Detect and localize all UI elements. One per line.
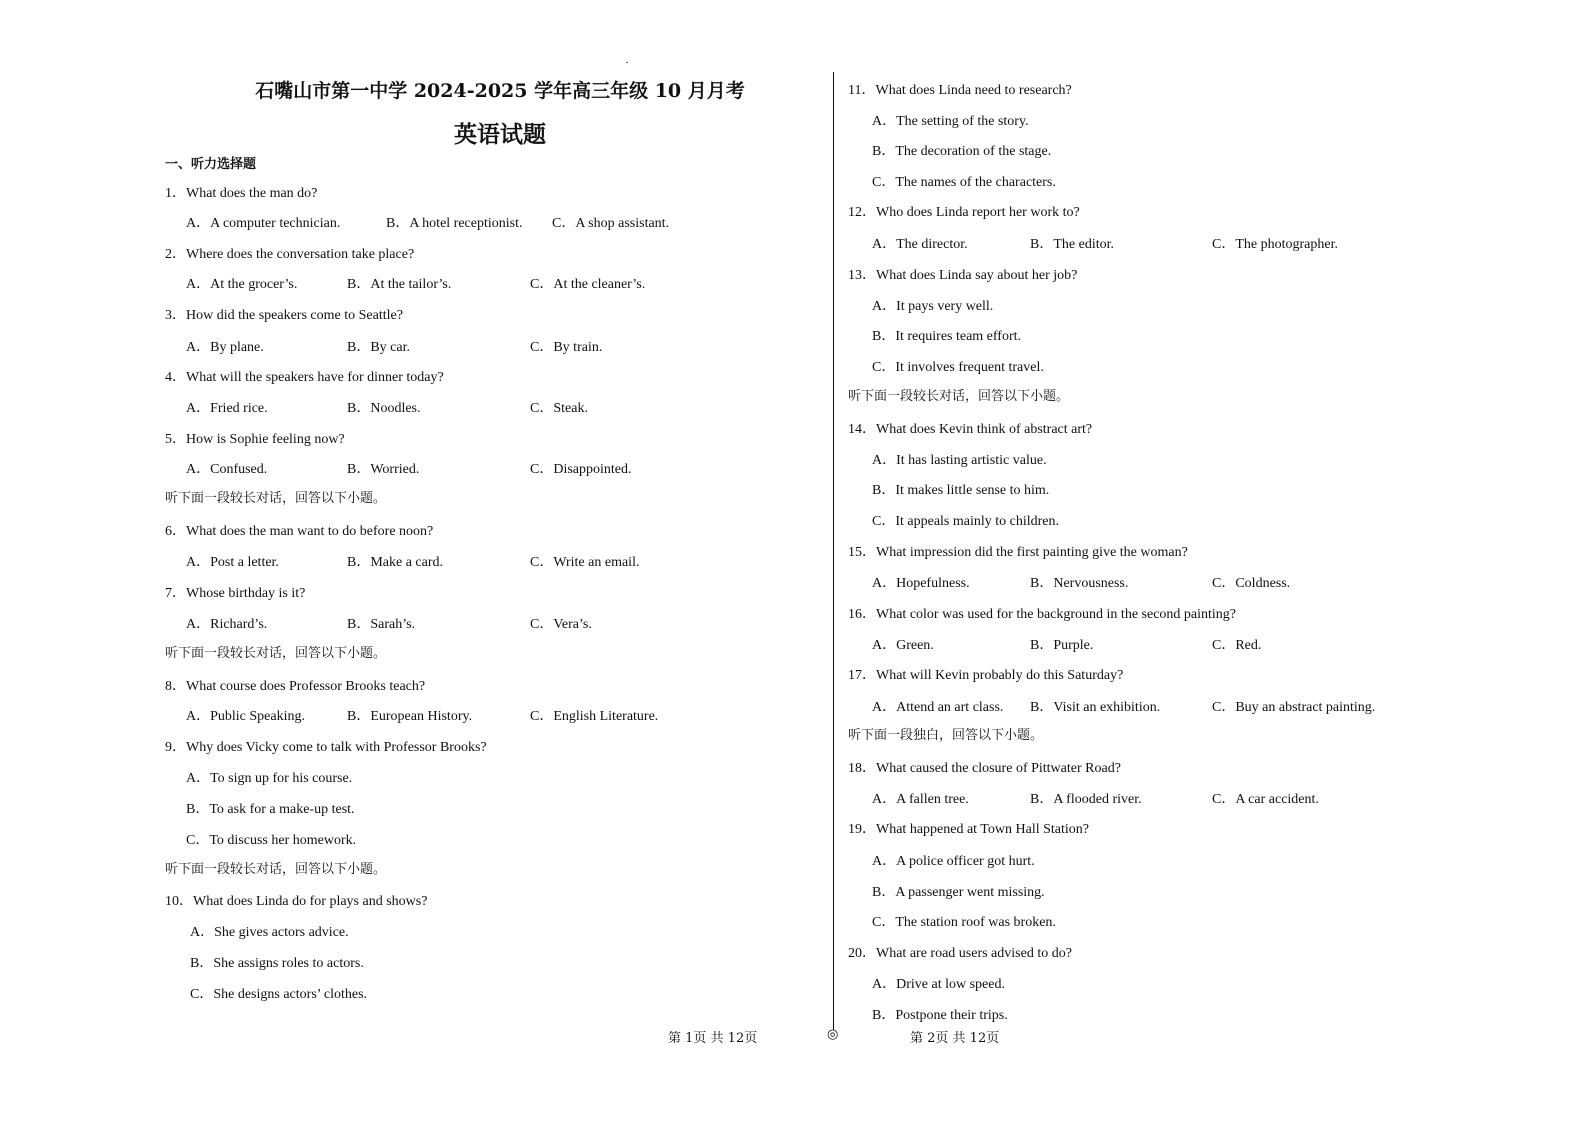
question-11: 11．What does Linda need to research? — [848, 83, 1072, 98]
q4-option-b: B．Noodles. — [347, 401, 421, 416]
question-5: 5．How is Sophie feeling now? — [165, 432, 345, 447]
q14-option-c: C．It appeals mainly to children. — [872, 514, 1060, 529]
q8-option-a: A．Public Speaking. — [186, 709, 305, 724]
question-14: 14．What does Kevin think of abstract art? — [848, 422, 1093, 437]
q6-option-c: C．Write an email. — [530, 555, 640, 570]
question-9: 9．Why does Vicky come to talk with Professor Brooks? — [165, 740, 487, 755]
question-16: 16．What color was used for the background in the second painting? — [848, 607, 1237, 622]
q19-option-c: C．The station roof was broken. — [872, 915, 1056, 930]
column-divider — [833, 72, 834, 1030]
q7-option-c: C．Vera’s. — [530, 617, 592, 632]
question-17: 17．What will Kevin probably do this Saturday? — [848, 668, 1124, 683]
q9-option-a: A．To sign up for his course. — [186, 771, 353, 786]
q6-option-b: B．Make a card. — [347, 555, 444, 570]
q20-option-b: B．Postpone their trips. — [872, 1008, 1008, 1023]
q3-option-b: B．By car. — [347, 340, 410, 355]
exam-subtitle: 英语试题 — [454, 121, 546, 148]
question-8: 8．What course does Professor Brooks teach? — [165, 679, 426, 694]
scan-mark — [626, 62, 628, 63]
q15-option-a: A．Hopefulness. — [872, 576, 970, 591]
question-13: 13．What does Linda say about her job? — [848, 268, 1078, 283]
question-18: 18．What caused the closure of Pittwater Road? — [848, 761, 1121, 776]
q1-option-c: C．A shop assistant. — [552, 216, 670, 231]
q13-option-b: B．It requires team effort. — [872, 329, 1022, 344]
q16-option-c: C．Red. — [1212, 638, 1262, 653]
question-2: 2．Where does the conversation take place? — [165, 247, 415, 262]
q12-option-a: A．The director. — [872, 237, 968, 252]
q6-option-a: A．Post a letter. — [186, 555, 279, 570]
question-15: 15．What impression did the first painting give the woman? — [848, 545, 1188, 560]
instruction-long-dialogue: 听下面一段较长对话，回答以下小题。 — [165, 862, 387, 877]
q9-option-b: B．To ask for a make-up test. — [186, 802, 355, 817]
q17-option-c: C．Buy an abstract painting. — [1212, 700, 1376, 715]
question-7: 7．Whose birthday is it? — [165, 586, 306, 601]
q14-option-b: B．It makes little sense to him. — [872, 483, 1050, 498]
instruction-long-dialogue: 听下面一段较长对话，回答以下小题。 — [165, 646, 387, 661]
q4-option-a: A．Fried rice. — [186, 401, 268, 416]
q18-option-a: A．A fallen tree. — [872, 792, 969, 807]
exam-title: 石嘴山市第一中学 2024-2025 学年高三年级 10 月月考 — [255, 80, 745, 102]
instruction-long-dialogue: 听下面一段较长对话，回答以下小题。 — [165, 491, 387, 506]
page-number-left: 第 1页 共 12页 — [668, 1031, 758, 1046]
q13-option-c: C．It involves frequent travel. — [872, 360, 1044, 375]
q10-option-a: A．She gives actors advice. — [190, 925, 349, 940]
q18-option-c: C．A car accident. — [1212, 792, 1319, 807]
question-3: 3．How did the speakers come to Seattle? — [165, 308, 403, 323]
q4-option-c: C．Steak. — [530, 401, 588, 416]
q2-option-c: C．At the cleaner’s. — [530, 277, 646, 292]
q5-option-a: A．Confused. — [186, 462, 268, 477]
q12-option-c: C．The photographer. — [1212, 237, 1338, 252]
q14-option-a: A．It has lasting artistic value. — [872, 453, 1047, 468]
q11-option-a: A．The setting of the story. — [872, 114, 1029, 129]
q12-option-b: B．The editor. — [1030, 237, 1114, 252]
q15-option-c: C．Coldness. — [1212, 576, 1291, 591]
question-1: 1．What does the man do? — [165, 186, 318, 201]
q17-option-b: B．Visit an exhibition. — [1030, 700, 1161, 715]
question-10: 10．What does Linda do for plays and shows? — [165, 894, 428, 909]
q2-option-a: A．At the grocer’s. — [186, 277, 298, 292]
binding-mark: ◎ — [827, 1027, 839, 1042]
q7-option-b: B．Sarah’s. — [347, 617, 416, 632]
q1-option-b: B．A hotel receptionist. — [386, 216, 523, 231]
q15-option-b: B．Nervousness. — [1030, 576, 1129, 591]
q17-option-a: A．Attend an art class. — [872, 700, 1004, 715]
page-number-right: 第 2页 共 12页 — [910, 1031, 1000, 1046]
instruction-long-dialogue: 听下面一段较长对话，回答以下小题。 — [848, 389, 1070, 404]
q8-option-c: C．English Literature. — [530, 709, 659, 724]
question-6: 6．What does the man want to do before noon? — [165, 524, 434, 539]
question-12: 12．Who does Linda report her work to? — [848, 205, 1080, 220]
question-20: 20．What are road users advised to do? — [848, 946, 1072, 961]
q2-option-b: B．At the tailor’s. — [347, 277, 452, 292]
question-19: 19．What happened at Town Hall Station? — [848, 822, 1089, 837]
q10-option-b: B．She assigns roles to actors. — [190, 956, 364, 971]
q7-option-a: A．Richard’s. — [186, 617, 268, 632]
q5-option-b: B．Worried. — [347, 462, 420, 477]
question-4: 4．What will the speakers have for dinner today? — [165, 370, 444, 385]
q19-option-a: A．A police officer got hurt. — [872, 854, 1035, 869]
q8-option-b: B．European History. — [347, 709, 473, 724]
instruction-monologue: 听下面一段独白，回答以下小题。 — [848, 728, 1044, 743]
q20-option-a: A．Drive at low speed. — [872, 977, 1005, 992]
q16-option-b: B．Purple. — [1030, 638, 1094, 653]
q13-option-a: A．It pays very well. — [872, 299, 994, 314]
q9-option-c: C．To discuss her homework. — [186, 833, 357, 848]
q3-option-a: A．By plane. — [186, 340, 264, 355]
q16-option-a: A．Green. — [872, 638, 934, 653]
q11-option-b: B．The decoration of the stage. — [872, 144, 1052, 159]
q5-option-c: C．Disappointed. — [530, 462, 632, 477]
q1-option-a: A．A computer technician. — [186, 216, 341, 231]
q3-option-c: C．By train. — [530, 340, 603, 355]
section-heading: 一、听力选择题 — [165, 157, 257, 172]
q18-option-b: B．A flooded river. — [1030, 792, 1142, 807]
q10-option-c: C．She designs actors’ clothes. — [190, 987, 368, 1002]
q19-option-b: B．A passenger went missing. — [872, 885, 1045, 900]
q11-option-c: C．The names of the characters. — [872, 175, 1056, 190]
